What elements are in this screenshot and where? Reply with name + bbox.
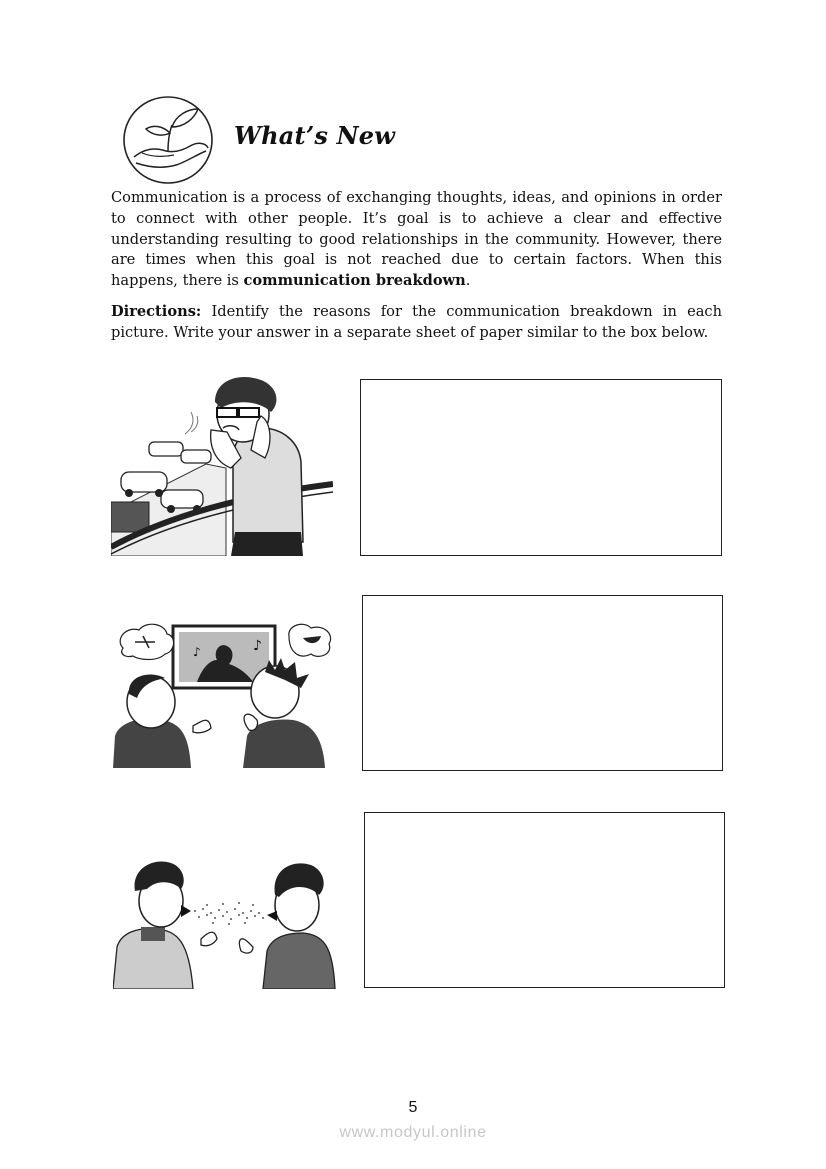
page-number: 5 bbox=[408, 1099, 418, 1116]
intro-paragraph bbox=[111, 188, 722, 292]
svg-text:♪: ♪ bbox=[193, 645, 201, 659]
two-people-shouting-at-each-other-illustration bbox=[113, 855, 339, 989]
man-on-phone-near-traffic-illustration bbox=[111, 372, 333, 556]
directions-label: Directions: bbox=[111, 303, 202, 320]
section-title: What’s New bbox=[234, 121, 396, 150]
directions-paragraph bbox=[111, 302, 722, 344]
svg-text:♪: ♪ bbox=[253, 638, 262, 654]
watermark: www.modyul.online bbox=[339, 1124, 487, 1141]
key-term: communication breakdown bbox=[243, 272, 466, 290]
answer-box-3[interactable] bbox=[364, 812, 725, 988]
answer-box-1[interactable] bbox=[360, 379, 722, 556]
hand-holding-seedling-icon bbox=[122, 95, 214, 185]
answer-box-2[interactable] bbox=[362, 595, 723, 771]
two-people-watching-noisy-tv-illustration bbox=[113, 620, 337, 768]
intro-text: Communication is a process of exchanging thoughts, ideas, and opinions in order to connect with other people. It’s goal is to achieve a clear and effective understanding resulting to good relationships in the community. However, there are times when this goal is not reached due to certain factors. When this happens, there is bbox=[111, 189, 722, 290]
directions-text: Identify the reasons for the communication breakdown in each picture. Write your answer in a separate sheet of paper similar to the box below. bbox=[111, 303, 722, 341]
intro-text-end: . bbox=[465, 272, 471, 290]
